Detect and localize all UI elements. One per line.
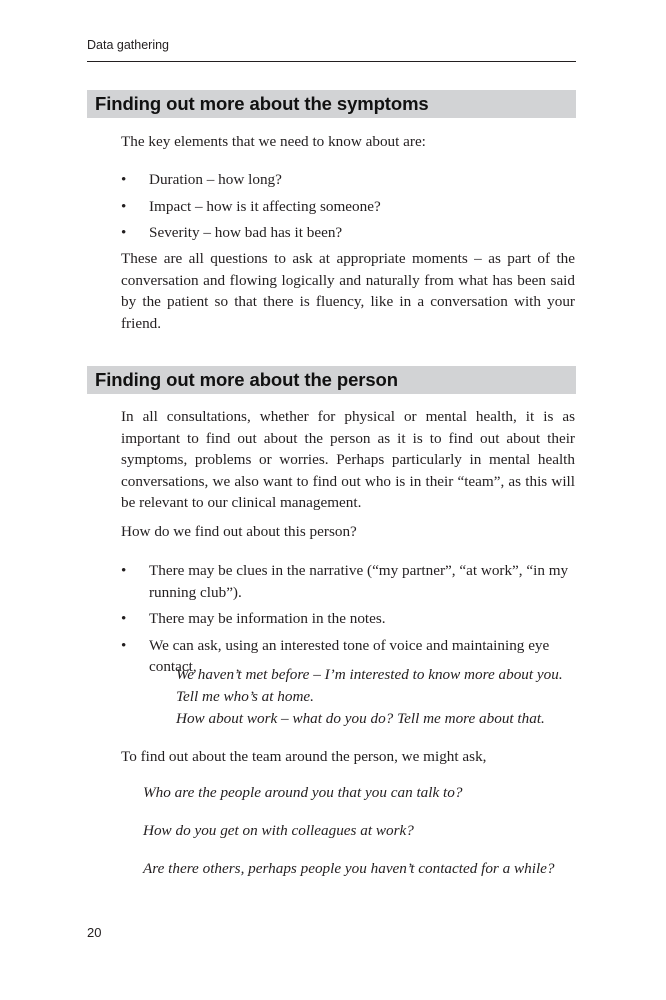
running-head: Data gathering — [87, 38, 170, 52]
team-question: How do you get on with colleagues at work? — [143, 822, 414, 839]
symptoms-intro: The key elements that we need to know about are: — [121, 133, 426, 150]
example-question: How about work – what do you do? Tell me more about that. — [176, 710, 545, 727]
section-heading-symptoms: Finding out more about the symptoms — [87, 90, 576, 118]
list-item: • There may be information in the notes. — [121, 608, 575, 630]
header-rule — [87, 61, 576, 62]
list-item: • There may be clues in the narrative (“my partner”, “at work”, “in my running club”). — [121, 562, 569, 601]
list-item: • Duration – how long? — [121, 169, 575, 191]
person-question: How do we find out about this person? — [121, 523, 357, 540]
example-question: Tell me who’s at home. — [176, 688, 314, 705]
person-bullet-list — [121, 560, 575, 678]
list-item: • We can ask, using an interested tone of voice and maintaining eye contact, — [121, 636, 550, 675]
section-heading-person: Finding out more about the person — [87, 366, 576, 394]
person-paragraph: In all consultations, whether for physical or mental health, it is as important to find out about the person as it is to find out about their symptoms, problems or worries. Perhaps particularly in mental health conversations, we also want to find out who is in their “team”, as this will be relevant to our clinical management. — [121, 408, 575, 511]
list-item: • Severity – how bad has it been? — [121, 222, 575, 244]
list-item: • Impact – how is it affecting someone? — [121, 196, 575, 218]
symptoms-paragraph: These are all questions to ask at appropriate moments – as part of the conversation and flowing logically and naturally from what has been said by the patient so that there is fluency, like in a conversation with your friend. — [121, 250, 575, 332]
bullet-icon: • — [121, 636, 127, 654]
bullet-icon: • — [121, 171, 127, 188]
bullet-icon: • — [121, 562, 127, 579]
bullet-icon: • — [121, 224, 127, 241]
bullet-icon: • — [121, 197, 127, 215]
bullet-icon: • — [121, 610, 127, 627]
team-question: Who are the people around you that you can talk to? — [143, 784, 463, 801]
page-number: 20 — [87, 925, 102, 940]
team-intro: To find out about the team around the person, we might ask, — [121, 748, 487, 765]
example-question: We haven’t met before – I’m interested to know more about you. — [176, 666, 563, 683]
team-question: Are there others, perhaps people you haven’t contacted for a while? — [143, 860, 555, 877]
symptoms-bullet-list — [121, 169, 575, 244]
